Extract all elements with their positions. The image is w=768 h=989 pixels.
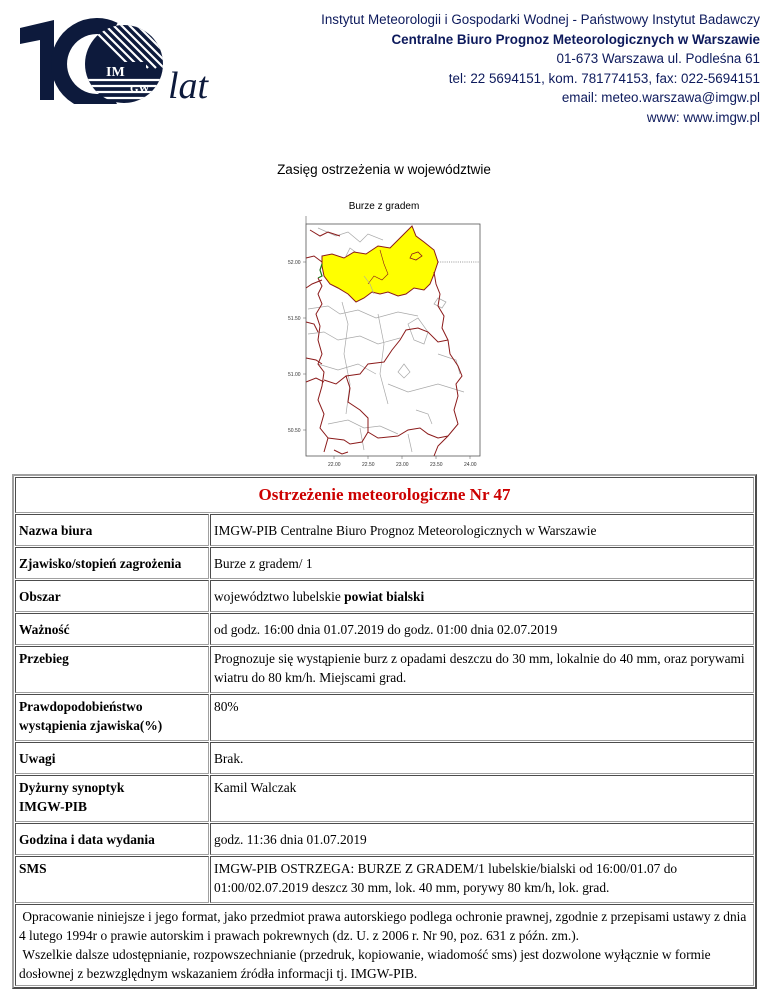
- office-name: Centralne Biuro Prognoz Meteorologicznych w Warszawie: [391, 31, 760, 47]
- label-sms: SMS: [15, 856, 209, 903]
- copyright-paragraph-1: Opracowanie niniejsze i jego format, jako przedmiot prawa autorskiego podlega ochronie prawnej, zgodnie z przepisami ustawy z dnia 4 lutego 1994r o prawie autorskim i prawach pokrewnych (dz. U. z 2006 r. Nr 90, poz. 631 z późn. zm.).: [19, 909, 747, 943]
- imgw-100-lat-logo: [18, 18, 228, 104]
- organization-contact-block: [321, 10, 760, 128]
- value-phenomenon: Burze z gradem/ 1: [210, 547, 754, 579]
- y-tick-50-50: 50.50: [288, 428, 301, 434]
- table-row-remarks: [15, 742, 754, 774]
- logo-lat-text: lat: [168, 65, 209, 104]
- copyright-notice: [15, 904, 754, 986]
- y-tick-52-00: 52.00: [288, 260, 301, 266]
- value-remarks: Brak.: [210, 742, 754, 774]
- address: 01-673 Warszawa ul. Podleśna 61: [556, 51, 760, 67]
- value-issued: godz. 11:36 dnia 01.07.2019: [210, 823, 754, 855]
- warning-title: Ostrzeżenie meteorologiczne Nr 47: [15, 477, 754, 513]
- email[interactable]: email: meteo.warszawa@imgw.pl: [561, 90, 760, 106]
- org-name: Instytut Meteorologii i Gospodarki Wodnej - Państwowy Instytut Badawczy: [321, 12, 760, 27]
- value-office: IMGW-PIB Centralne Biuro Prognoz Meteorologicznych w Warszawie: [210, 514, 754, 546]
- label-validity: Ważność: [15, 613, 209, 645]
- label-forecaster-line2: IMGW-PIB: [19, 799, 87, 814]
- map-svg: [288, 214, 488, 476]
- value-sms: IMGW-PIB OSTRZEGA: BURZE Z GRADEM/1 lubelskie/bialski od 16:00/01.07 do 01:00/02.07.2019 deszcz 30 mm, lok. 40 mm, porywy 80 km/h, lok. grad.: [210, 856, 754, 903]
- label-office: Nazwa biura: [15, 514, 209, 546]
- value-area-district: powiat bialski: [344, 588, 425, 604]
- table-row-course: [15, 646, 754, 693]
- x-tick-24-00: 24.00: [464, 462, 477, 468]
- label-phenomenon: Zjawisko/stopień zagrożenia: [15, 547, 209, 579]
- value-course: Prognozuje się wystąpienie burz z opadami deszczu do 30 mm, lokalnie do 40 mm, oraz porywami wiatru do 80 km/h. Miejscami grad.: [210, 646, 754, 693]
- copyright-paragraph-2: Wszelkie dalsze udostępnianie, rozpowszechnianie (przedruk, kopiowanie, wiadomość sms) jest dozwolone wyłącznie w formie dosłownej z bezwzględnym wskazaniem źródła informacji tj. IMGW-PIB.: [19, 947, 711, 981]
- map-title: Zasięg ostrzeżenia w województwie: [277, 162, 491, 177]
- table-row-probability: [15, 694, 754, 741]
- table-row-phenomenon: [15, 547, 754, 579]
- label-course: Przebieg: [15, 646, 209, 693]
- table-row-area: [15, 580, 754, 612]
- value-probability: 80%: [210, 694, 754, 741]
- table-row-footer: [15, 904, 754, 986]
- logo-im-text: IM: [106, 65, 125, 80]
- y-tick-51-50: 51.50: [288, 316, 301, 322]
- warning-area-map: [288, 214, 488, 476]
- website[interactable]: www: www.imgw.pl: [646, 109, 760, 125]
- table-row-forecaster: [15, 775, 754, 822]
- logo-gw-text: GW: [130, 83, 150, 95]
- y-tick-51-00: 51.00: [288, 372, 301, 378]
- table-row-sms: [15, 856, 754, 903]
- map-subtitle: Burze z gradem: [348, 201, 420, 212]
- x-tick-22-50: 22.50: [362, 462, 375, 468]
- label-issued: Godzina i data wydania: [15, 823, 209, 855]
- warning-table: [12, 474, 757, 989]
- logo-graphic: [18, 18, 228, 104]
- label-forecaster: [15, 775, 209, 822]
- value-area: [210, 580, 754, 612]
- table-row-validity: [15, 613, 754, 645]
- label-area: Obszar: [15, 580, 209, 612]
- label-forecaster-line1: Dyżurny synoptyk: [19, 780, 125, 795]
- x-tick-22-00: 22.00: [328, 462, 341, 468]
- label-probability: Prawdopodobieństwo wystąpienia zjawiska(%): [15, 694, 209, 741]
- x-tick-23-00: 23.00: [396, 462, 409, 468]
- table-row-office: [15, 514, 754, 546]
- phone-fax: tel: 22 5694151, kom. 781774153, fax: 022-5694151: [448, 70, 760, 86]
- label-remarks: Uwagi: [15, 742, 209, 774]
- table-row-issued: [15, 823, 754, 855]
- value-validity: od godz. 16:00 dnia 01.07.2019 do godz. 01:00 dnia 02.07.2019: [210, 613, 754, 645]
- value-area-province: województwo lubelskie: [214, 588, 345, 604]
- value-forecaster: Kamil Walczak: [210, 775, 754, 822]
- x-tick-23-50: 23.50: [430, 462, 443, 468]
